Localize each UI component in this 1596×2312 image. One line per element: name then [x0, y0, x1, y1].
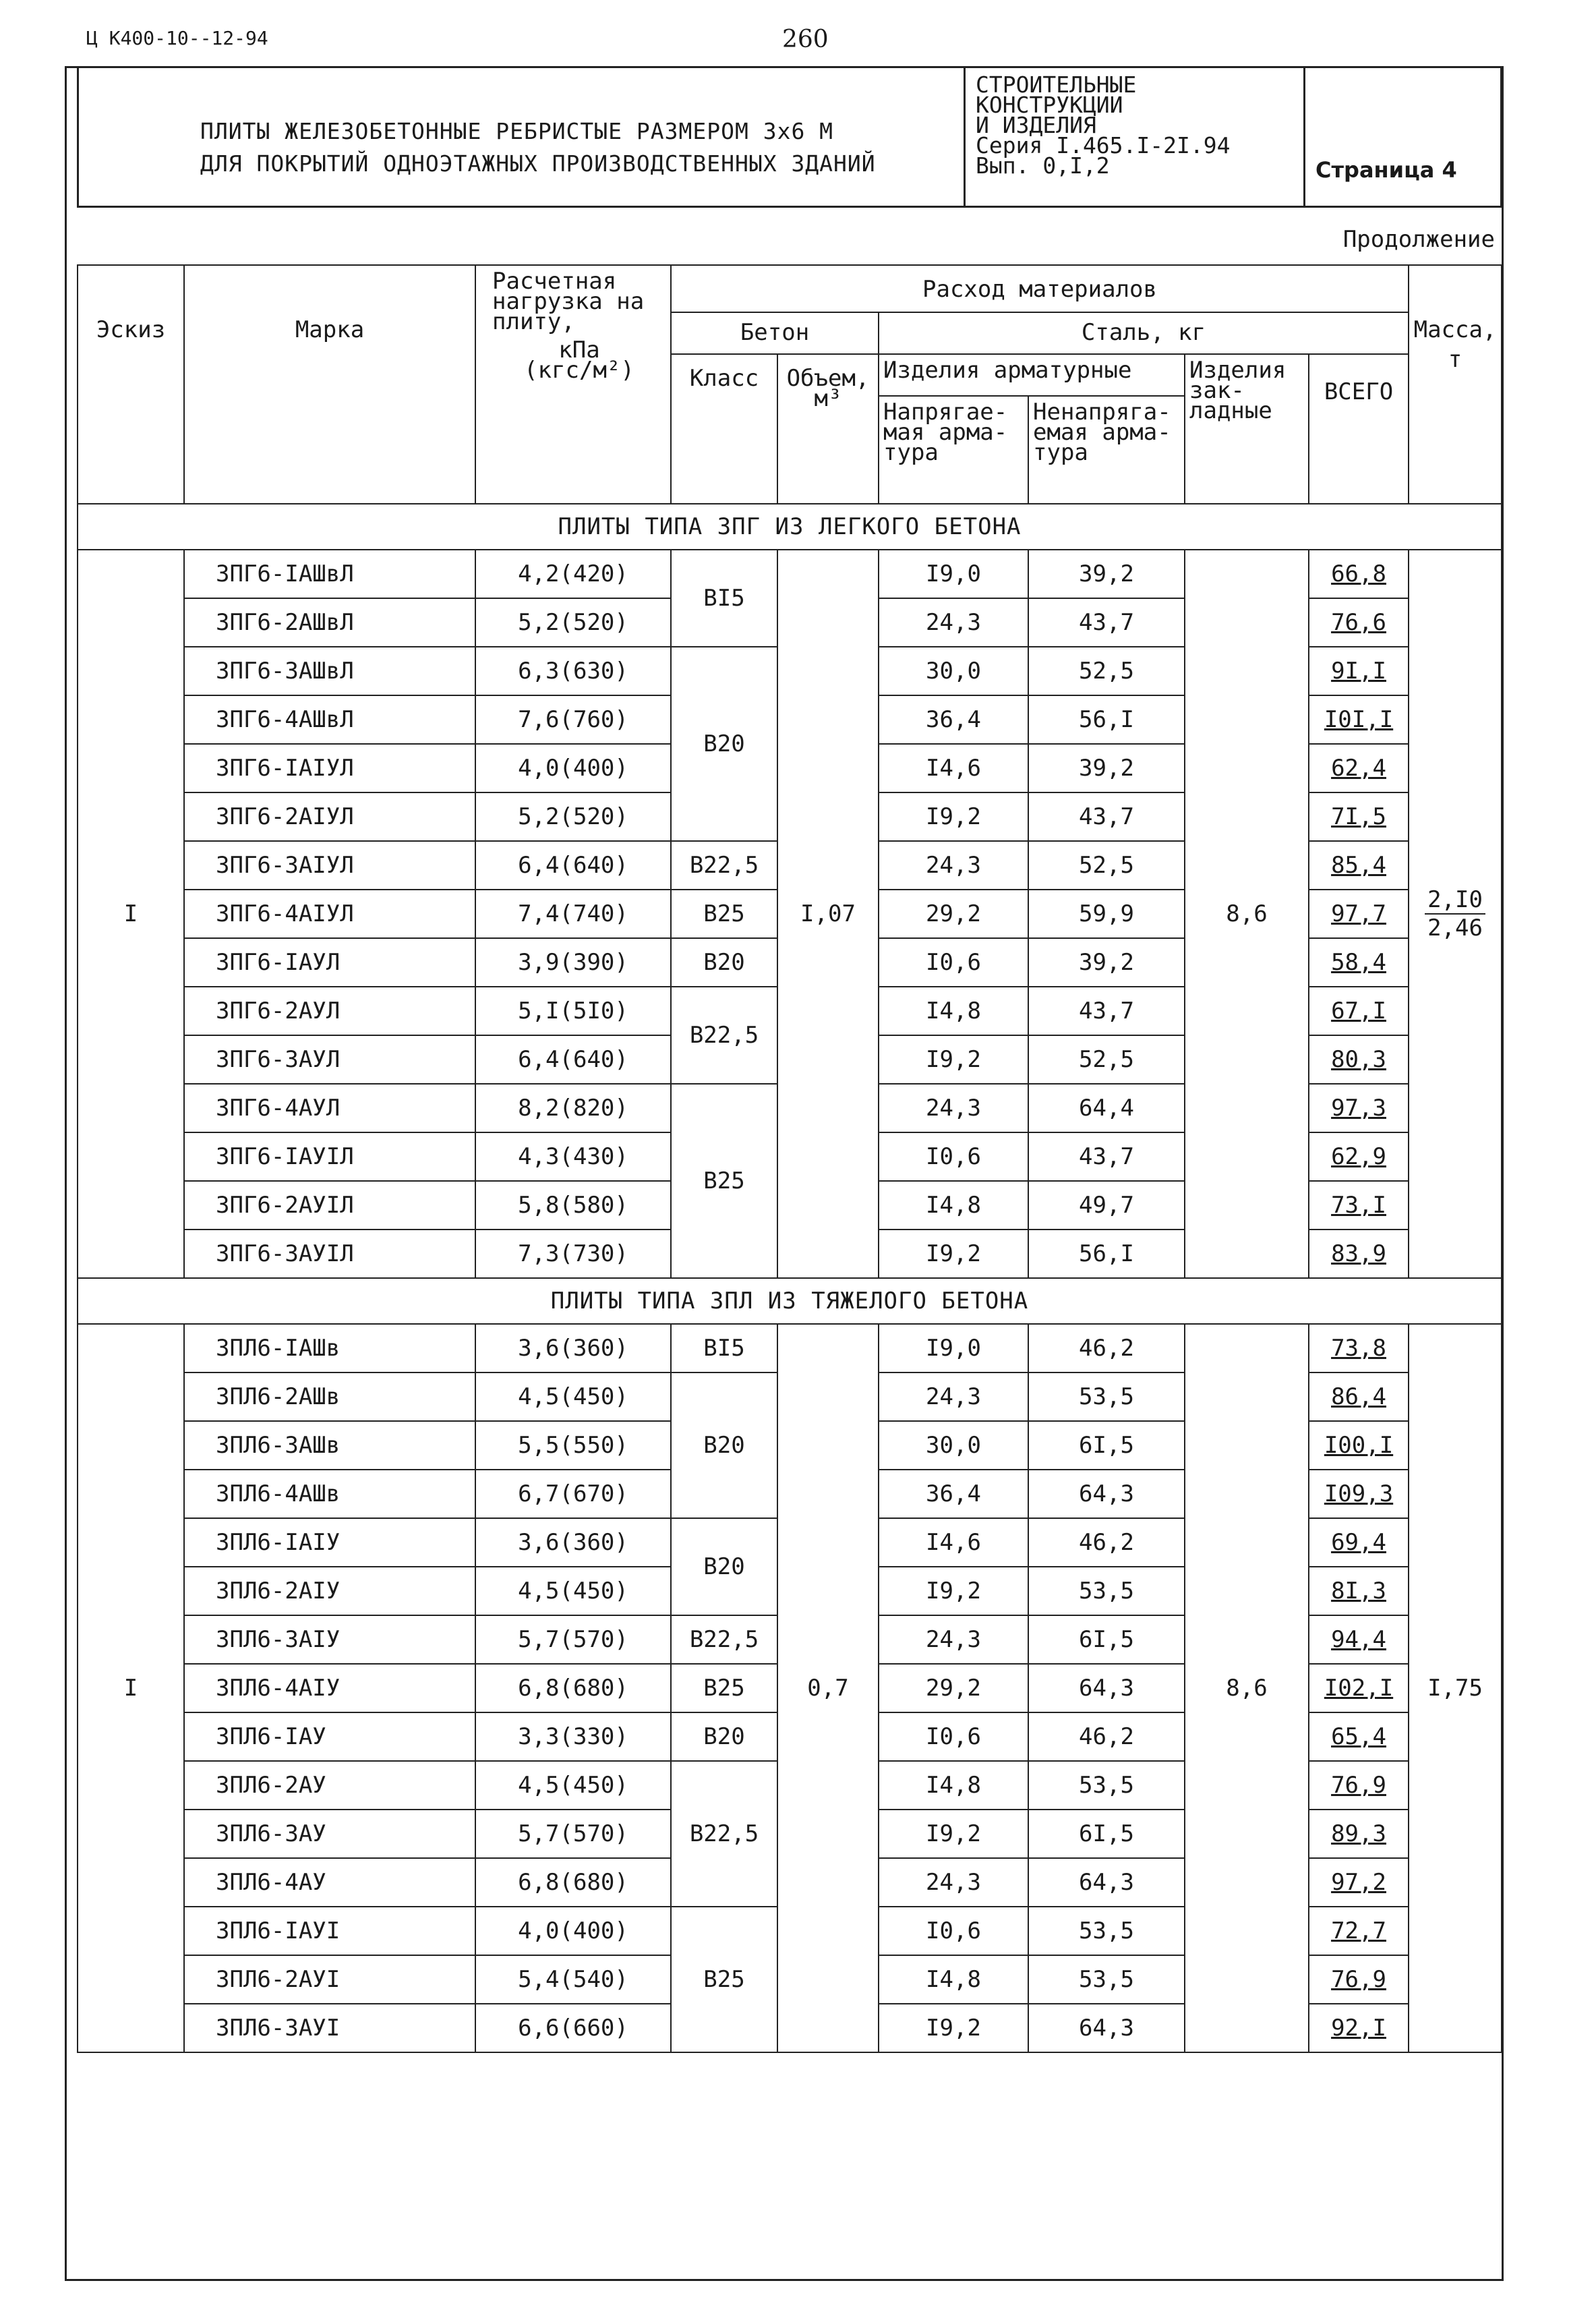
mass-fraction — [1425, 886, 1485, 942]
mass-cell: I,75 — [1409, 1324, 1502, 2052]
prestressed-cell: I4,8 — [879, 1761, 1028, 1810]
class-cell: B22,5 — [671, 1761, 777, 1907]
prestressed-cell: I9,2 — [879, 1230, 1028, 1278]
marka-cell: 3ПЛ6-4АIУ — [184, 1664, 475, 1712]
col-steel: Сталь, кг — [879, 312, 1409, 354]
total-cell: 69,4 — [1309, 1518, 1409, 1567]
marka-cell: 3ПЛ6-2АIУ — [184, 1567, 475, 1615]
volume-cell: 0,7 — [777, 1324, 879, 2052]
marka-cell: 3ПГ6-2АIУЛ — [184, 792, 475, 841]
prestressed-cell: 30,0 — [879, 1421, 1028, 1470]
load-cell: 6,8(680) — [475, 1664, 671, 1712]
non-prestressed-cell: 43,7 — [1028, 1132, 1185, 1181]
non-prestressed-cell: 64,3 — [1028, 1858, 1185, 1907]
total-cell: 97,2 — [1309, 1858, 1409, 1907]
load-cell: 5,I(5I0) — [475, 987, 671, 1035]
prestressed-cell: I9,2 — [879, 792, 1028, 841]
prestressed-cell: I4,6 — [879, 744, 1028, 792]
title-line-2: ДЛЯ ПОКРЫТИЙ ОДНОЭТАЖНЫХ ПРОИЗВОДСТВЕННЫХ ЗДАНИЙ — [200, 150, 876, 177]
series-line-5: Вып. 0,I,2 — [976, 152, 1110, 179]
prestressed-cell: 29,2 — [879, 1664, 1028, 1712]
load-cell: 5,5(550) — [475, 1421, 671, 1470]
col-prestressed: Напрягае-мая арма-тура — [879, 396, 1028, 504]
prestressed-cell: 36,4 — [879, 1470, 1028, 1518]
class-cell: B22,5 — [671, 841, 777, 890]
marka-cell: 3ПГ6-IАУЛ — [184, 938, 475, 987]
non-prestressed-cell: 39,2 — [1028, 938, 1185, 987]
marka-cell: 3ПГ6-4АУЛ — [184, 1084, 475, 1132]
non-prestressed-cell: 64,3 — [1028, 1470, 1185, 1518]
prestressed-cell: I4,8 — [879, 987, 1028, 1035]
non-prestressed-cell: 43,7 — [1028, 987, 1185, 1035]
class-cell: B22,5 — [671, 1615, 777, 1664]
series-line-1: СТРОИТЕЛЬНЫЕ — [976, 71, 1137, 98]
prestressed-cell: I0,6 — [879, 1712, 1028, 1761]
prestressed-cell: I9,2 — [879, 1567, 1028, 1615]
prestressed-cell: I0,6 — [879, 1907, 1028, 1955]
total-cell: I00,I — [1309, 1421, 1409, 1470]
non-prestressed-cell: 64,3 — [1028, 1664, 1185, 1712]
marka-cell: 3ПЛ6-3АУ — [184, 1810, 475, 1858]
total-cell: 66,8 — [1309, 550, 1409, 598]
load-cell: 4,2(420) — [475, 550, 671, 598]
non-prestressed-cell: 53,5 — [1028, 1955, 1185, 2004]
series-line-4: Серия I.465.I-2I.94 — [976, 132, 1231, 158]
non-prestressed-cell: 56,I — [1028, 695, 1185, 744]
class-cell: B20 — [671, 1712, 777, 1761]
mass-numerator: 2,I0 — [1425, 886, 1485, 915]
prestressed-cell: I4,8 — [879, 1181, 1028, 1230]
prestressed-cell: 36,4 — [879, 695, 1028, 744]
title-divider — [964, 68, 966, 206]
marka-cell: 3ПГ6-IАУIЛ — [184, 1132, 475, 1181]
total-cell: 8I,3 — [1309, 1567, 1409, 1615]
total-cell: 97,7 — [1309, 890, 1409, 938]
marka-cell: 3ПЛ6-2АУI — [184, 1955, 475, 2004]
load-cell: 3,9(390) — [475, 938, 671, 987]
total-cell: I09,3 — [1309, 1470, 1409, 1518]
class-cell: BI5 — [671, 1324, 777, 1372]
class-cell: BI5 — [671, 550, 777, 647]
class-cell: B25 — [671, 1907, 777, 2052]
non-prestressed-cell: 43,7 — [1028, 598, 1185, 647]
load-cell: 6,4(640) — [475, 1035, 671, 1084]
document-code: Ц К400-10--12-94 — [86, 27, 268, 49]
non-prestressed-cell: 52,5 — [1028, 841, 1185, 890]
non-prestressed-cell: 46,2 — [1028, 1324, 1185, 1372]
load-cell: 3,6(360) — [475, 1518, 671, 1567]
load-cell: 5,4(540) — [475, 1955, 671, 2004]
load-cell: 4,3(430) — [475, 1132, 671, 1181]
total-cell: 92,I — [1309, 2004, 1409, 2052]
marka-cell: 3ПЛ6-3АШв — [184, 1421, 475, 1470]
non-prestressed-cell: 6I,5 — [1028, 1421, 1185, 1470]
prestressed-cell: 24,3 — [879, 841, 1028, 890]
total-cell: 80,3 — [1309, 1035, 1409, 1084]
non-prestressed-cell: 6I,5 — [1028, 1810, 1185, 1858]
total-cell: 58,4 — [1309, 938, 1409, 987]
col-eskiz: Эскиз — [78, 265, 184, 504]
marka-cell: 3ПЛ6-IАУ — [184, 1712, 475, 1761]
load-cell: 4,5(450) — [475, 1761, 671, 1810]
col-rebar-products: Изделия арматурные — [879, 354, 1185, 396]
marka-cell: 3ПЛ6-3АIУ — [184, 1615, 475, 1664]
class-cell: B25 — [671, 1084, 777, 1278]
title-block — [77, 66, 1502, 208]
non-prestressed-cell: 56,I — [1028, 1230, 1185, 1278]
volume-cell: I,07 — [777, 550, 879, 1278]
section-title: ПЛИТЫ ТИПА 3ПГ ИЗ ЛЕГКОГО БЕТОНА — [78, 504, 1502, 550]
non-prestressed-cell: 43,7 — [1028, 792, 1185, 841]
col-load-label: Расчетная нагрузка на плиту, — [492, 268, 645, 335]
load-cell: 7,4(740) — [475, 890, 671, 938]
non-prestressed-cell: 39,2 — [1028, 744, 1185, 792]
total-cell: I02,I — [1309, 1664, 1409, 1712]
non-prestressed-cell: 39,2 — [1028, 550, 1185, 598]
load-cell: 4,5(450) — [475, 1567, 671, 1615]
total-cell: 76,9 — [1309, 1955, 1409, 2004]
marka-cell: 3ПГ6-4АIУЛ — [184, 890, 475, 938]
col-mass-unit: т — [1448, 346, 1462, 373]
load-cell: 5,8(580) — [475, 1181, 671, 1230]
page-number: 260 — [782, 26, 829, 53]
non-prestressed-cell: 53,5 — [1028, 1567, 1185, 1615]
total-cell: 86,4 — [1309, 1372, 1409, 1421]
prestressed-cell: I9,2 — [879, 2004, 1028, 2052]
marka-cell: 3ПЛ6-4АШв — [184, 1470, 475, 1518]
marka-cell: 3ПГ6-2АУIЛ — [184, 1181, 475, 1230]
col-non-prestressed: Ненапряга-емая арма-тура — [1028, 396, 1185, 504]
total-cell: 73,8 — [1309, 1324, 1409, 1372]
marka-cell: 3ПЛ6-2АШв — [184, 1372, 475, 1421]
non-prestressed-cell: 53,5 — [1028, 1761, 1185, 1810]
non-prestressed-cell: 64,3 — [1028, 2004, 1185, 2052]
marka-cell: 3ПГ6-3АУЛ — [184, 1035, 475, 1084]
total-cell: 94,4 — [1309, 1615, 1409, 1664]
section-header-row — [78, 1278, 1502, 1324]
class-cell: B20 — [671, 647, 777, 841]
materials-table — [77, 264, 1502, 2053]
title-line-1: ПЛИТЫ ЖЕЛЕЗОБЕТОННЫЕ РЕБРИСТЫЕ РАЗМЕРОМ 3х6 М — [200, 118, 834, 144]
page-label: Страница 4 — [1316, 157, 1457, 183]
col-mass-label: Масса, — [1413, 316, 1497, 343]
load-cell: 5,2(520) — [475, 792, 671, 841]
marka-cell: 3ПЛ6-IАУI — [184, 1907, 475, 1955]
col-load — [475, 265, 671, 504]
col-concrete: Бетон — [671, 312, 879, 354]
embedded-cell: 8,6 — [1185, 550, 1309, 1278]
prestressed-cell: I0,6 — [879, 1132, 1028, 1181]
class-cell: B25 — [671, 1664, 777, 1712]
continuation-label: Продолжение — [1342, 226, 1495, 253]
total-cell: 83,9 — [1309, 1230, 1409, 1278]
load-cell: 5,2(520) — [475, 598, 671, 647]
prestressed-cell: I4,6 — [879, 1518, 1028, 1567]
non-prestressed-cell: 53,5 — [1028, 1372, 1185, 1421]
non-prestressed-cell: 52,5 — [1028, 1035, 1185, 1084]
marka-cell: 3ПГ6-IАШвЛ — [184, 550, 475, 598]
non-prestressed-cell: 53,5 — [1028, 1907, 1185, 1955]
col-marka: Марка — [184, 265, 475, 504]
table-row — [78, 1324, 1502, 1372]
table-header — [78, 265, 1502, 504]
total-cell: 7I,5 — [1309, 792, 1409, 841]
col-total: ВСЕГО — [1309, 354, 1409, 504]
document-title — [200, 115, 876, 180]
col-load-units: кПа — [558, 337, 600, 364]
prestressed-cell: 30,0 — [879, 647, 1028, 695]
non-prestressed-cell: 6I,5 — [1028, 1615, 1185, 1664]
prestressed-cell: 24,3 — [879, 1615, 1028, 1664]
load-cell: 4,5(450) — [475, 1372, 671, 1421]
marka-cell: 3ПГ6-3АIУЛ — [184, 841, 475, 890]
total-cell: 85,4 — [1309, 841, 1409, 890]
total-cell: I0I,I — [1309, 695, 1409, 744]
prestressed-cell: 24,3 — [879, 1372, 1028, 1421]
total-cell: 72,7 — [1309, 1907, 1409, 1955]
total-cell: 89,3 — [1309, 1810, 1409, 1858]
class-cell: B25 — [671, 890, 777, 938]
class-cell: B20 — [671, 1372, 777, 1518]
marka-cell: 3ПГ6-2АУЛ — [184, 987, 475, 1035]
col-volume-label: Объем, — [786, 365, 870, 392]
page-divider — [1303, 68, 1305, 206]
series-line-3: И ИЗДЕЛИЯ — [976, 112, 1096, 138]
load-cell: 6,4(640) — [475, 841, 671, 890]
load-cell: 7,6(760) — [475, 695, 671, 744]
table-row — [78, 550, 1502, 598]
prestressed-cell: 29,2 — [879, 890, 1028, 938]
prestressed-cell: I9,2 — [879, 1035, 1028, 1084]
total-cell: 62,4 — [1309, 744, 1409, 792]
section-header-row — [78, 504, 1502, 550]
prestressed-cell: 24,3 — [879, 1858, 1028, 1907]
load-cell: 5,7(570) — [475, 1615, 671, 1664]
load-cell: 6,7(670) — [475, 1470, 671, 1518]
col-klass: Класс — [671, 354, 777, 504]
prestressed-cell: I9,2 — [879, 1810, 1028, 1858]
table-body — [78, 504, 1502, 2052]
mass-denominator: 2,46 — [1427, 915, 1483, 942]
marka-cell: 3ПЛ6-3АУI — [184, 2004, 475, 2052]
marka-cell: 3ПГ6-3АУIЛ — [184, 1230, 475, 1278]
load-cell: 8,2(820) — [475, 1084, 671, 1132]
total-cell: 67,I — [1309, 987, 1409, 1035]
section-title: ПЛИТЫ ТИПА 3ПЛ ИЗ ТЯЖЕЛОГО БЕТОНА — [78, 1278, 1502, 1324]
non-prestressed-cell: 46,2 — [1028, 1518, 1185, 1567]
col-materials: Расход материалов — [671, 265, 1409, 312]
load-cell: 6,6(660) — [475, 2004, 671, 2052]
total-cell: 97,3 — [1309, 1084, 1409, 1132]
prestressed-cell: I9,0 — [879, 1324, 1028, 1372]
prestressed-cell: 24,3 — [879, 1084, 1028, 1132]
mass-cell — [1409, 550, 1502, 1278]
total-cell: 65,4 — [1309, 1712, 1409, 1761]
non-prestressed-cell: 64,4 — [1028, 1084, 1185, 1132]
marka-cell: 3ПГ6-IАIУЛ — [184, 744, 475, 792]
marka-cell: 3ПГ6-2АШвЛ — [184, 598, 475, 647]
load-cell: 6,8(680) — [475, 1858, 671, 1907]
load-cell: 7,3(730) — [475, 1230, 671, 1278]
prestressed-cell: I9,0 — [879, 550, 1028, 598]
series-line-2: КОНСТРУКЦИИ — [976, 92, 1123, 118]
col-load-units-alt: (кгс/м²) — [524, 357, 634, 384]
total-cell: 76,6 — [1309, 598, 1409, 647]
prestressed-cell: I0,6 — [879, 938, 1028, 987]
load-cell: 5,7(570) — [475, 1810, 671, 1858]
total-cell: 9I,I — [1309, 647, 1409, 695]
embedded-cell: 8,6 — [1185, 1324, 1309, 2052]
load-cell: 3,3(330) — [475, 1712, 671, 1761]
non-prestressed-cell: 49,7 — [1028, 1181, 1185, 1230]
marka-cell: 3ПЛ6-IАIУ — [184, 1518, 475, 1567]
marka-cell: 3ПЛ6-2АУ — [184, 1761, 475, 1810]
total-cell: 76,9 — [1309, 1761, 1409, 1810]
col-mass — [1409, 265, 1502, 504]
load-cell: 6,3(630) — [475, 647, 671, 695]
non-prestressed-cell: 59,9 — [1028, 890, 1185, 938]
series-block — [976, 71, 1231, 179]
eskiz-cell: I — [78, 1324, 184, 2052]
class-cell: B22,5 — [671, 987, 777, 1084]
eskiz-cell: I — [78, 550, 184, 1278]
class-cell: B20 — [671, 1518, 777, 1615]
load-cell: 4,0(400) — [475, 1907, 671, 1955]
class-cell: B20 — [671, 938, 777, 987]
prestressed-cell: I4,8 — [879, 1955, 1028, 2004]
non-prestressed-cell: 52,5 — [1028, 647, 1185, 695]
col-volume — [777, 354, 879, 504]
prestressed-cell: 24,3 — [879, 598, 1028, 647]
load-cell: 4,0(400) — [475, 744, 671, 792]
col-volume-unit: м³ — [814, 385, 842, 412]
col-embedded: Изделия зак-ладные — [1185, 354, 1309, 504]
marka-cell: 3ПГ6-4АШвЛ — [184, 695, 475, 744]
total-cell: 62,9 — [1309, 1132, 1409, 1181]
load-cell: 3,6(360) — [475, 1324, 671, 1372]
non-prestressed-cell: 46,2 — [1028, 1712, 1185, 1761]
marka-cell: 3ПЛ6-IАШв — [184, 1324, 475, 1372]
total-cell: 73,I — [1309, 1181, 1409, 1230]
marka-cell: 3ПЛ6-4АУ — [184, 1858, 475, 1907]
marka-cell: 3ПГ6-3АШвЛ — [184, 647, 475, 695]
